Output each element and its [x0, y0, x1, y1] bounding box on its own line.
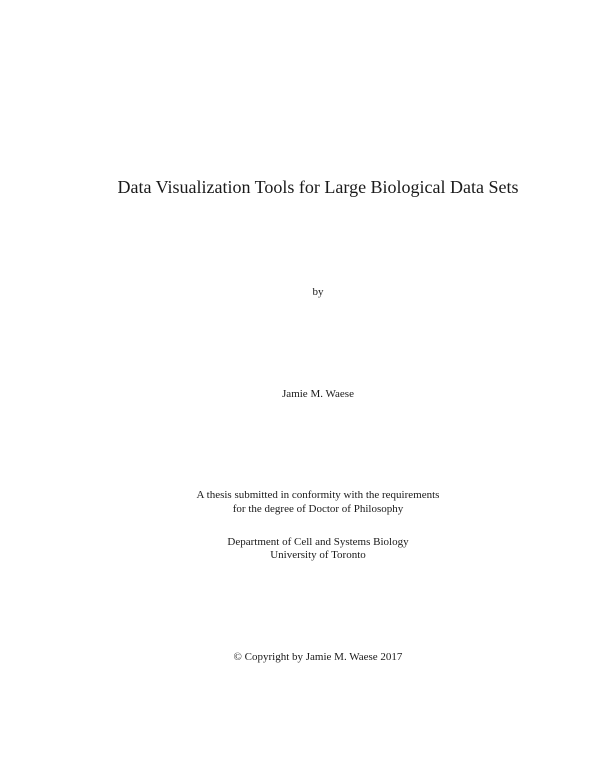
by-line: by: [312, 286, 324, 298]
department-name: Department of Cell and Systems Biology: [227, 536, 409, 548]
university-name: University of Toronto: [270, 549, 366, 561]
submission-statement-line-2: for the degree of Doctor of Philosophy: [232, 503, 404, 515]
thesis-title: Data Visualization Tools for Large Biological Data Sets: [117, 177, 519, 197]
submission-statement-line-1: A thesis submitted in conformity with the requirements: [196, 489, 440, 501]
copyright-notice: © Copyright by Jamie M. Waese 2017: [233, 651, 403, 663]
author-name: Jamie M. Waese: [282, 388, 354, 400]
